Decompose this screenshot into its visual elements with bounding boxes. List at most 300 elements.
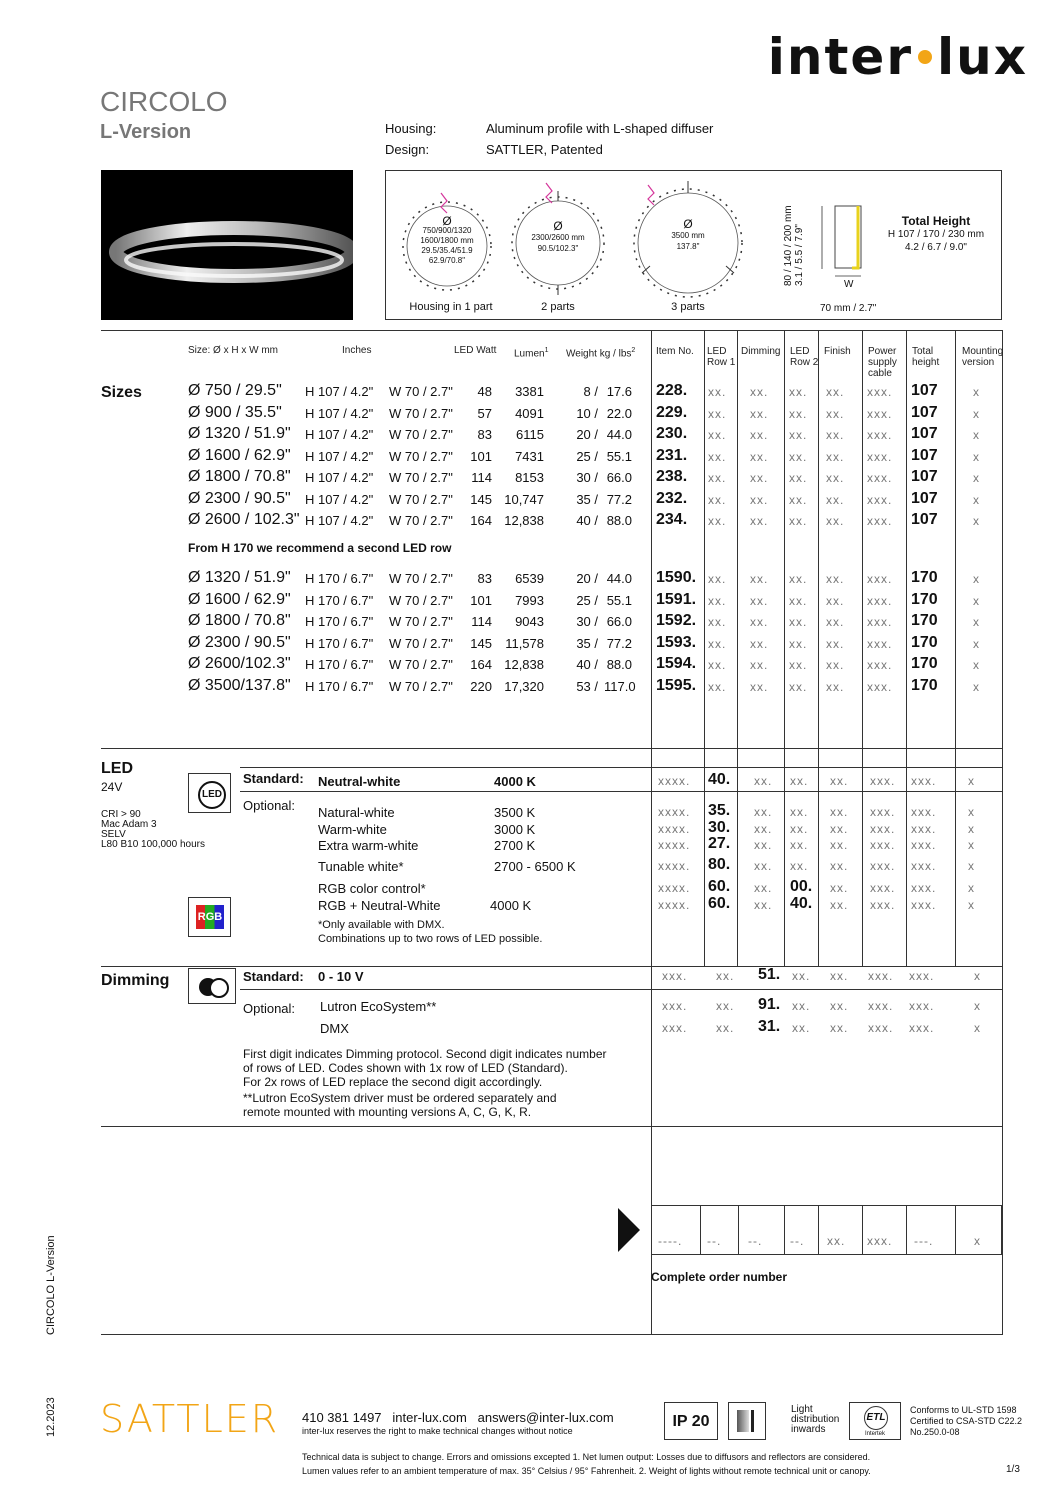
power-cable-code: xxx. [867,658,893,672]
power-cable-code: xxx. [867,572,893,586]
item-number: 230. [656,425,688,442]
order-led1-field: --. [707,1234,722,1248]
dimming-code: xx. [750,406,769,421]
weight-lbs: 55.1 [606,448,632,464]
diagram-3-labels: Ø 3500 mm 137.8" [671,217,705,251]
weight-kg: 35 / [576,491,598,507]
mounting-version: x [973,658,980,672]
col-header-led2: LED Row 2 [790,346,819,368]
size-width: W 70 / 2.7" [389,635,453,651]
finish-code: xx. [830,969,849,983]
led-row1-code: xx. [708,514,727,528]
power-cable-code: xxx. [870,774,896,788]
contact-phone[interactable]: 410 381 1497 [302,1410,382,1425]
col-header-mounting: Mounting version [962,346,1004,368]
product-photo [101,170,353,320]
total-height: 107 [911,425,938,442]
size-height: H 107 / 4.2" [305,513,374,528]
led-watt: 101 [470,448,492,464]
led-watt: 164 [470,657,492,672]
size-diameter: Ø 2600/102.3" [188,655,291,672]
led-code: 35. [708,802,731,819]
led-row1-code: xx. [708,658,727,672]
item-number: 234. [656,511,688,528]
total-height: 107 [911,403,938,421]
dimming-code: 31. [758,1018,781,1035]
mounting-version: x [973,615,980,629]
total-height: 170 [911,569,938,586]
height-code: xxx. [911,859,937,873]
dimming-code: xx. [750,385,769,399]
diagram-1-labels: Ø 750/900/1320 1600/1800 mm 29.5/35.4/51.9 62.9/70.8" [420,214,474,265]
light-distribution-label: Light distribution inwards [791,1404,840,1435]
power-cable-code: xxx. [870,898,896,912]
item-code: xxxx. [658,859,691,873]
size-diameter: Ø 1320 / 51.9" [188,425,291,442]
size-width: W 70 / 2.7" [389,448,453,464]
power-cable-code: xxx. [867,636,893,651]
weight-kg: 30 / [576,614,598,629]
power-cable-code: xxx. [870,838,896,852]
finish-code: xx. [830,838,849,852]
led-watt: 48 [477,384,492,399]
product-title: CIRCOLO [100,86,228,117]
led-option-name: Natural-white [318,805,395,820]
order-finish-field: xx. [827,1234,846,1248]
size-width: W 70 / 2.7" [389,614,453,629]
weight-lbs: 117.0 [604,678,636,694]
led-watt: 83 [477,571,492,586]
led-row1-code: xx. [708,593,727,608]
item-code: xxxx. [658,805,691,819]
led-option-name: RGB + Neutral-White [318,898,441,913]
dimming-standard-name: 0 - 10 V [318,969,364,984]
size-width: W 70 / 2.7" [389,592,453,608]
contact-email[interactable]: answers@inter-lux.com [477,1410,614,1425]
side-date-label: 12.2023 [45,1397,57,1437]
height-code: xxx. [909,999,935,1013]
led-row1-code: xx. [708,406,727,421]
col-header-size: Size: Ø x H x W mm [188,345,278,356]
housing-label: Housing: [385,121,437,136]
item-code: xxx. [662,1021,688,1035]
dimming-code: xx. [754,881,773,895]
mounting-version: x [973,572,980,586]
weight-lbs: 77.2 [606,635,632,651]
led-row2-code: xx. [789,406,808,421]
led-option-temp: 3500 K [494,805,536,820]
weight-kg: 30 / [576,470,598,485]
power-cable-code: xxx. [867,615,893,629]
led-title: LED [101,760,133,777]
total-height: 170 [911,655,938,672]
mounting-version: x [968,881,975,895]
power-cable-code: xxx. [867,385,893,399]
size-width: W 70 / 2.7" [389,513,453,528]
led-code: 40. [708,771,731,788]
lumen: 11,578 [505,635,544,651]
led-row2-code: xx. [789,636,808,651]
dimming-notes: First digit indicates Dimming protocol. Second digit indicates number of rows of LED. Codes shown with 1x row of LED (Standard). For 2x rows of LED replace the second digit accordingly. **Lutron EcoSystem driver must be ordered separately and remote mounted with mounting versions A, C, G, K, R. [243,1047,607,1119]
col-divider [906,330,907,966]
size-height: H 170 / 6.7" [305,657,374,672]
diagram-1-caption: Housing in 1 part [409,301,493,313]
dimming-code: xx. [750,428,769,442]
total-height: 107 [911,446,938,464]
weight-lbs: 77.2 [606,491,632,507]
weight-lbs: 88.0 [606,657,632,672]
total-height-labels: Total Height H 107 / 170 / 230 mm 4.2 / 6.7 / 9.0" [887,214,985,253]
table-top-rule [101,330,1003,331]
power-cable-code: xxx. [870,881,896,895]
lumen: 17,320 [504,678,544,694]
mounting-version: x [973,679,980,694]
led-row1-code: xx. [708,385,727,399]
total-height: 107 [911,511,938,528]
size-diameter: Ø 2300 / 90.5" [188,489,291,507]
height-code: xxx. [909,969,935,983]
order-number-box [651,1205,1002,1255]
dimming-option-name: DMX [320,1021,349,1036]
contact-disclaimer: inter-lux reserves the right to make technical changes without notice [302,1426,573,1436]
weight-lbs: 55.1 [606,592,632,608]
col-header-lumen: Lumen$^1$ [514,347,549,360]
weight-lbs: 17.6 [606,384,632,399]
led-section-rule [101,748,1003,749]
dimming-code: xx. [754,859,773,873]
weight-lbs: 66.0 [606,614,632,629]
col-divider [737,330,738,966]
order-led2-field: --. [790,1234,805,1248]
dimming-code: xx. [754,822,773,836]
height-code: xxx. [909,1021,935,1035]
weight-lbs: 66.0 [606,470,632,485]
height-code: xxx. [911,805,937,819]
height-code: xxx. [911,822,937,836]
dimension-diagrams [385,170,1002,320]
item-number: 1595. [656,676,697,694]
diagram-3-caption: 3 parts [671,301,705,313]
mounting-version: x [974,1021,981,1035]
mounting-version: x [968,805,975,819]
power-cable-code: xxx. [867,679,893,694]
power-cable-code: xxx. [868,1021,894,1035]
height-code: xxx. [911,774,937,788]
led-row2-code: xx. [789,593,808,608]
led-standard-bottom-rule [240,791,1003,792]
mounting-version: x [973,406,980,421]
item-number: 228. [656,382,688,399]
led-option-temp: 4000 K [490,898,532,913]
col-header-inches: Inches [342,345,372,356]
dimming-code: xx. [750,615,769,629]
led-row1-code: xx. [716,1021,735,1035]
dimming-code: xx. [754,774,773,788]
design-value: SATTLER, Patented [486,142,603,157]
dimming-code: 51. [758,966,781,983]
mounting-version: x [974,969,981,983]
led-row2-code: xx. [789,385,808,399]
size-diameter: Ø 1800 / 70.8" [188,468,291,485]
rgb-icon: RGB [188,897,231,937]
interlux-logo: inter lux [767,28,1028,86]
dimming-code: xx. [750,679,769,694]
led-watt: 83 [477,427,492,442]
led-code: 60. [708,895,731,912]
dimming-title: Dimming [101,972,170,989]
size-width: W 70 / 2.7" [389,405,453,421]
col-divider [955,330,956,966]
led-optional-label: Optional: [243,798,296,813]
led-watt: 114 [471,470,492,485]
col-divider [862,330,863,966]
height-code: xxx. [911,898,937,912]
power-cable-code: xxx. [870,822,896,836]
dimming-code: xx. [750,636,769,651]
led-row2-code: xx. [789,572,808,586]
mounting-version: x [973,428,980,442]
power-cable-code: xxx. [870,859,896,873]
dimming-code: xx. [750,449,769,464]
led-row1-code: xx. [708,615,727,629]
product-subtitle: L-Version [100,121,192,143]
size-width: W 70 / 2.7" [389,657,453,672]
dimming-code: xx. [750,492,769,507]
light-distribution-icon [728,1402,766,1440]
lumen: 7431 [515,448,544,464]
led-standard-temp: 4000 K [494,774,536,789]
led-row2-code: xx. [789,658,808,672]
led-code: 80. [708,856,731,873]
weight-kg: 25 / [576,592,598,608]
mounting-version: x [968,774,975,788]
power-cable-code: xxx. [870,805,896,819]
weight-kg: 25 / [576,448,598,464]
power-cable-code: xxx. [868,999,894,1013]
size-width: W 70 / 2.7" [389,571,453,586]
order-height-field: ---. [914,1234,934,1248]
dimming-code: xx. [754,898,773,912]
led-row2-code: xx. [789,679,808,694]
col-header-dimming: Dimming [741,346,781,357]
weight-kg: 35 / [576,635,598,651]
led-row2-code: xx. [792,999,811,1013]
led-row2-code: xx. [789,428,808,442]
total-height: 107 [911,382,938,399]
size-width: W 70 / 2.7" [389,470,453,485]
dimming-code: xx. [754,805,773,819]
size-height: H 170 / 6.7" [305,592,374,608]
led-option-name: Tunable white* [318,859,404,874]
led-specs: CRI > 90 Mac Adam 3 SELV L80 B10 100,000 hours [101,809,205,850]
size-diameter: Ø 2600 / 102.3" [188,511,300,528]
item-number: 229. [656,403,688,421]
col-header-watt: LED Watt [454,345,497,356]
page-bottom-rule [101,1334,1003,1335]
order-psc-field: xxx. [867,1234,893,1248]
item-number: 1593. [656,633,697,651]
col-divider [784,330,785,966]
ip-rating-badge: IP 20 [664,1402,718,1440]
finish-code: xx. [826,593,845,608]
finish-code: xx. [826,514,845,528]
col-header-item: Item No. [656,346,694,357]
size-diameter: Ø 900 / 35.5" [188,403,282,421]
finish-code: xx. [826,385,845,399]
mounting-version: x [968,859,975,873]
item-code: xxxx. [658,838,691,852]
size-height: H 170 / 6.7" [305,678,374,694]
led-row2-code: xx. [790,774,809,788]
dimming-section-rule [101,966,1003,967]
profile-width-label: 70 mm / 2.7" [820,303,877,314]
lumen: 8153 [515,470,544,485]
size-width: W 70 / 2.7" [389,678,453,694]
dimming-standard-rule [240,989,1003,990]
finish-code: xx. [830,859,849,873]
finish-code: xx. [826,658,845,672]
led-row2-code: xx. [789,514,808,528]
power-cable-code: xxx. [867,428,893,442]
power-cable-code: xxx. [868,969,894,983]
finish-code: xx. [826,572,845,586]
mounting-version: x [973,449,980,464]
mounting-version: x [973,385,980,399]
item-number: 238. [656,468,688,485]
led-code: 30. [708,819,731,836]
total-height: 107 [911,489,938,507]
lumen: 12,838 [504,513,544,528]
led-row2-code: xx. [792,1021,811,1035]
finish-code: xx. [826,679,845,694]
col-divider [651,330,652,1334]
finish-code: xx. [826,428,845,442]
item-code: xxxx. [658,774,691,788]
col-header-led1: LED Row 1 [707,346,736,368]
led-row2-code: xx. [789,492,808,507]
power-cable-code: xxx. [867,593,893,608]
profile-height-label: 80 / 140 / 200 mm 3.1 / 5.5 / 7.9" [783,205,805,286]
diagram-2-caption: 2 parts [541,301,575,313]
item-number: 1590. [656,569,697,586]
order-item-field: ----. [658,1234,683,1248]
led-row2-code: 00. [790,878,813,895]
led-row2-code: xx. [790,838,809,852]
sizes-label: Sizes [101,384,142,401]
dimming-bottom-rule [101,1126,1003,1127]
led-standard-label: Standard: [243,771,304,786]
size-diameter: Ø 3500/137.8" [188,676,291,694]
weight-kg: 53 / [576,678,598,694]
led-notes: *Only available with DMX. Combinations up to two rows of LED possible. [318,919,543,945]
power-cable-code: xxx. [867,471,893,485]
led-watt: 164 [470,513,492,528]
height-code: xxx. [911,838,937,852]
led-row2-code: xx. [792,969,811,983]
total-height: 170 [911,590,938,608]
item-number: 1592. [656,612,697,629]
led-standard-top-rule [240,767,1003,768]
lumen: 6539 [515,571,544,586]
weight-lbs: 88.0 [606,513,632,528]
size-height: H 170 / 6.7" [305,635,374,651]
size-height: H 107 / 4.2" [305,470,374,485]
order-dim-field: --. [748,1234,763,1248]
order-number-label: Complete order number [651,1270,788,1284]
led-row1-code: xx. [708,449,727,464]
weight-kg: 40 / [576,657,598,672]
weight-kg: 10 / [576,405,598,421]
contact-line [302,1410,614,1425]
size-height: H 107 / 4.2" [305,427,374,442]
order-arrow-icon [618,1208,640,1252]
item-code: xxxx. [658,881,691,895]
mounting-version: x [973,593,980,608]
finish-code: xx. [830,881,849,895]
contact-web[interactable]: inter-lux.com [392,1410,467,1425]
finish-code: xx. [826,636,845,651]
mounting-version: x [973,514,980,528]
dimming-code: xx. [750,593,769,608]
sattler-logo: SATTLER [100,1397,280,1441]
led-row1-code: xx. [716,999,735,1013]
dimming-standard-label: Standard: [243,969,304,984]
size-diameter: Ø 1320 / 51.9" [188,569,291,586]
lumen: 12,838 [504,657,544,672]
lumen: 9043 [515,614,544,629]
item-code: xxx. [662,999,688,1013]
led-watt: 114 [471,614,492,629]
dimming-code: xx. [750,471,769,485]
lumen: 4091 [515,405,544,421]
led-row2-code: xx. [790,859,809,873]
total-height: 170 [911,676,938,694]
logo-dot [918,50,932,64]
led-watt: 57 [477,405,492,421]
led-voltage: 24V [101,780,123,794]
dimming-code: xx. [750,572,769,586]
total-height: 107 [911,468,938,485]
finish-code: xx. [830,774,849,788]
power-cable-code: xxx. [867,449,893,464]
etl-badge: ETL Intertek [849,1402,901,1440]
led-option-temp: 3000 K [494,822,536,837]
led-row2-code: xx. [789,471,808,485]
power-cable-code: xxx. [867,514,893,528]
recommend-note: From H 170 we recommend a second LED row [188,541,452,555]
col-divider [704,330,705,966]
item-number: 1591. [656,590,697,608]
page-number: 1/3 [1006,1464,1020,1475]
finish-code: xx. [830,1021,849,1035]
led-row2-code: xx. [790,805,809,819]
dimming-option-name: Lutron EcoSystem** [320,999,437,1014]
col-header-weight: Weight kg / lbs$^2$ [566,347,636,360]
dimming-icon [188,968,236,1004]
led-code: 60. [708,878,731,895]
profile-w-label: W [844,279,854,290]
side-product-label: CIRCOLO L-Version [45,1235,57,1335]
size-diameter: Ø 1600 / 62.9" [188,446,291,464]
size-width: W 70 / 2.7" [389,427,453,442]
order-mount-field: x [974,1234,981,1248]
power-cable-code: xxx. [867,406,893,421]
lumen: 7993 [515,592,544,608]
led-row2-code: xx. [790,822,809,836]
weight-kg: 8 / [583,384,598,399]
col-header-finish: Finish [824,346,851,357]
weight-kg: 20 / [576,571,598,586]
